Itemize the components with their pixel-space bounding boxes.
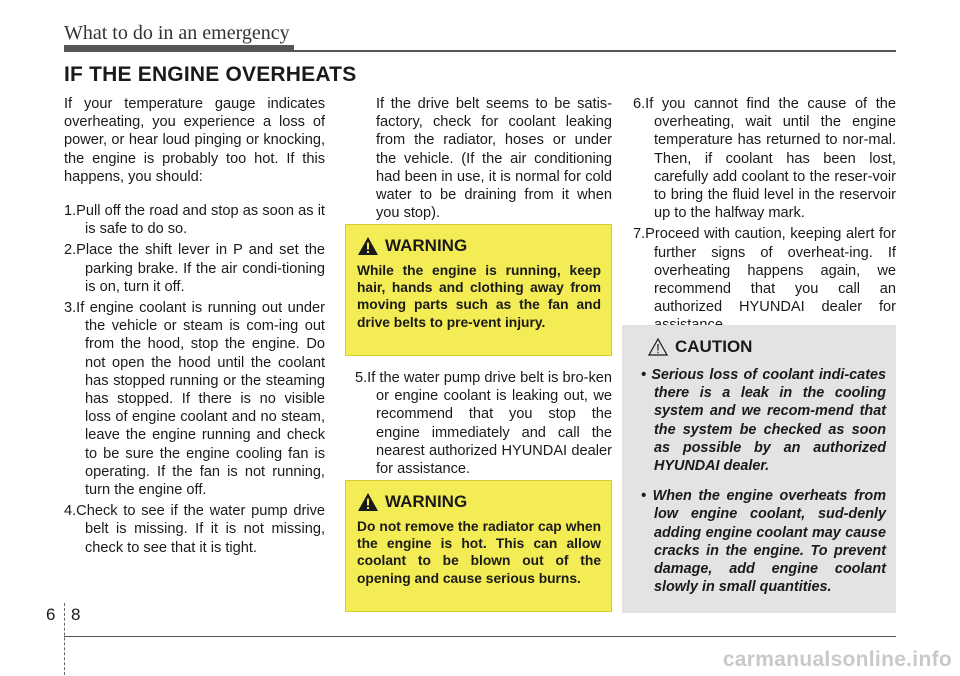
column-2: [355, 95, 612, 222]
caution-item: • Serious loss of coolant indi-cates there is a leak in the cooling system and we recom-mend that the system be checked as soon as possible by an authorized HYUNDAI dealer.: [641, 367, 886, 475]
column-1: [64, 95, 325, 557]
page-section-number: 6: [46, 605, 56, 624]
page-number: 8: [71, 605, 81, 624]
step-1: 1.Pull off the road and stop as soon as it is safe to do so.: [64, 203, 325, 238]
page-number-divider: [64, 603, 65, 675]
warning-text: Do not remove the radiator cap when the engine is hot. This can allow coolant to be blown out of the opening and cause serious burns.: [357, 519, 601, 586]
caution-item: • When the engine overheats from low engine coolant, sud-denly adding engine coolant may cause cracks in the engine. To prevent damage, add engine coolant slowly in small quantities.: [641, 488, 886, 596]
intro-paragraph: If your temperature gauge indicates overheating, you experience a loss of power, or hear loud pinging or knocking, the engine is probably too hot. If this happens, you should:: [64, 96, 325, 185]
warning-title: WARNING: [385, 236, 468, 255]
caution-triangle-icon: [648, 338, 668, 356]
drive-belt-paragraph: If the drive belt seems to be satis-factory, check for coolant leaking from the radiator, hoses or under the vehicle. (If the air conditioning had been in use, it is normal for cold water to be draining from it when you stop).: [376, 96, 612, 222]
step-7: 7.Proceed with caution, keeping alert for further signs of overheat-ing. If overheating happens again, we recommend that you call an authorized HYUNDAI dealer for: [633, 226, 896, 316]
step-4: 4.Check to see if the water pump drive belt is missing. If it is not missing, check to see that it is tight.: [64, 503, 325, 556]
section-title: IF THE ENGINE OVERHEATS: [64, 63, 357, 86]
header-rule: [64, 50, 896, 52]
warning-text: While the engine is running, keep hair, hands and clothing away from moving parts such as the fan and drive belts to pre-vent injury.: [357, 263, 601, 330]
chapter-title: What to do in an emergency: [64, 22, 290, 44]
caution-box: [622, 325, 896, 613]
warning-triangle-icon: [357, 236, 379, 256]
warning-triangle-icon: [357, 492, 379, 512]
footer-rule: [64, 636, 896, 637]
warning-box-fan: [345, 224, 612, 356]
step-3: 3.If engine coolant is running out under the vehicle or steam is com-ing out from the hood, stop the engine. Do not open the hood until the coolant has stopped running or the steaming has stopped. If there is no visible loss of engine coolant and no steam, leave the engine running and check to be sure the engine cooling fan is operating. If the fan is not running, turn the engine off.: [64, 300, 325, 499]
step-2: 2.Place the shift lever in P and set the parking brake. If the air condi-tioning is on, turn it off.: [64, 242, 325, 295]
column-3: [633, 95, 896, 335]
step-5: 5.If the water pump drive belt is bro-ken or engine coolant is leaking out, we recommend that you stop the engine immediately and call the nearest authorized HYUNDAI dealer for assistance.: [355, 370, 612, 478]
warning-title: WARNING: [385, 492, 468, 511]
warning-box-radiator-cap: [345, 480, 612, 612]
column-2-step-5: [355, 369, 612, 478]
watermark: carmanualsonline.info: [722, 648, 952, 671]
step-6: 6.If you cannot find the cause of the overheating, wait until the engine temperature has returned to nor-mal. Then, if coolant has been lost, carefully add coolant to the reser-voir to bring the fluid level in the reservoir up to the halfway mark.: [633, 96, 896, 222]
caution-title: CAUTION: [675, 337, 753, 356]
